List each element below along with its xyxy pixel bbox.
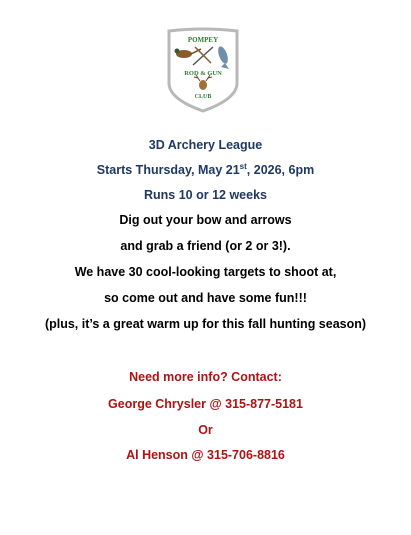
- contact-person-2: Al Henson @ 315-706-8816: [126, 448, 285, 462]
- start-date-ordinal: st: [239, 162, 247, 171]
- contact-separator: Or: [198, 423, 213, 437]
- event-title: 3D Archery League: [148, 138, 263, 152]
- body-line-4: so come out and have some fun!!!: [104, 291, 307, 305]
- shield-emblem-icon: [163, 27, 243, 113]
- body-line-2: and grab a friend (or 2 or 3!).: [120, 239, 291, 253]
- contact-heading: Need more info? Contact:: [129, 370, 282, 384]
- body-line-5: (plus, it’s a great warm up for this fall hunting season): [44, 317, 367, 331]
- start-date-prefix: Starts Thursday, May 21: [96, 163, 240, 177]
- logo-middle-text: ROD & GUN: [184, 70, 222, 77]
- event-duration: Runs 10 or 12 weeks: [144, 188, 267, 202]
- body-line-1: Dig out your bow and arrows: [119, 213, 292, 227]
- start-date-suffix: , 2026, 6pm: [246, 163, 315, 177]
- contact-person-1: George Chrysler @ 315-877-5181: [108, 397, 303, 411]
- body-line-3: We have 30 cool-looking targets to shoot at,: [74, 265, 337, 279]
- logo-top-text: POMPEY: [187, 36, 219, 44]
- club-logo: [163, 27, 243, 113]
- logo-bottom-text: CLUB: [194, 94, 212, 100]
- event-start-date: [0, 162, 411, 178]
